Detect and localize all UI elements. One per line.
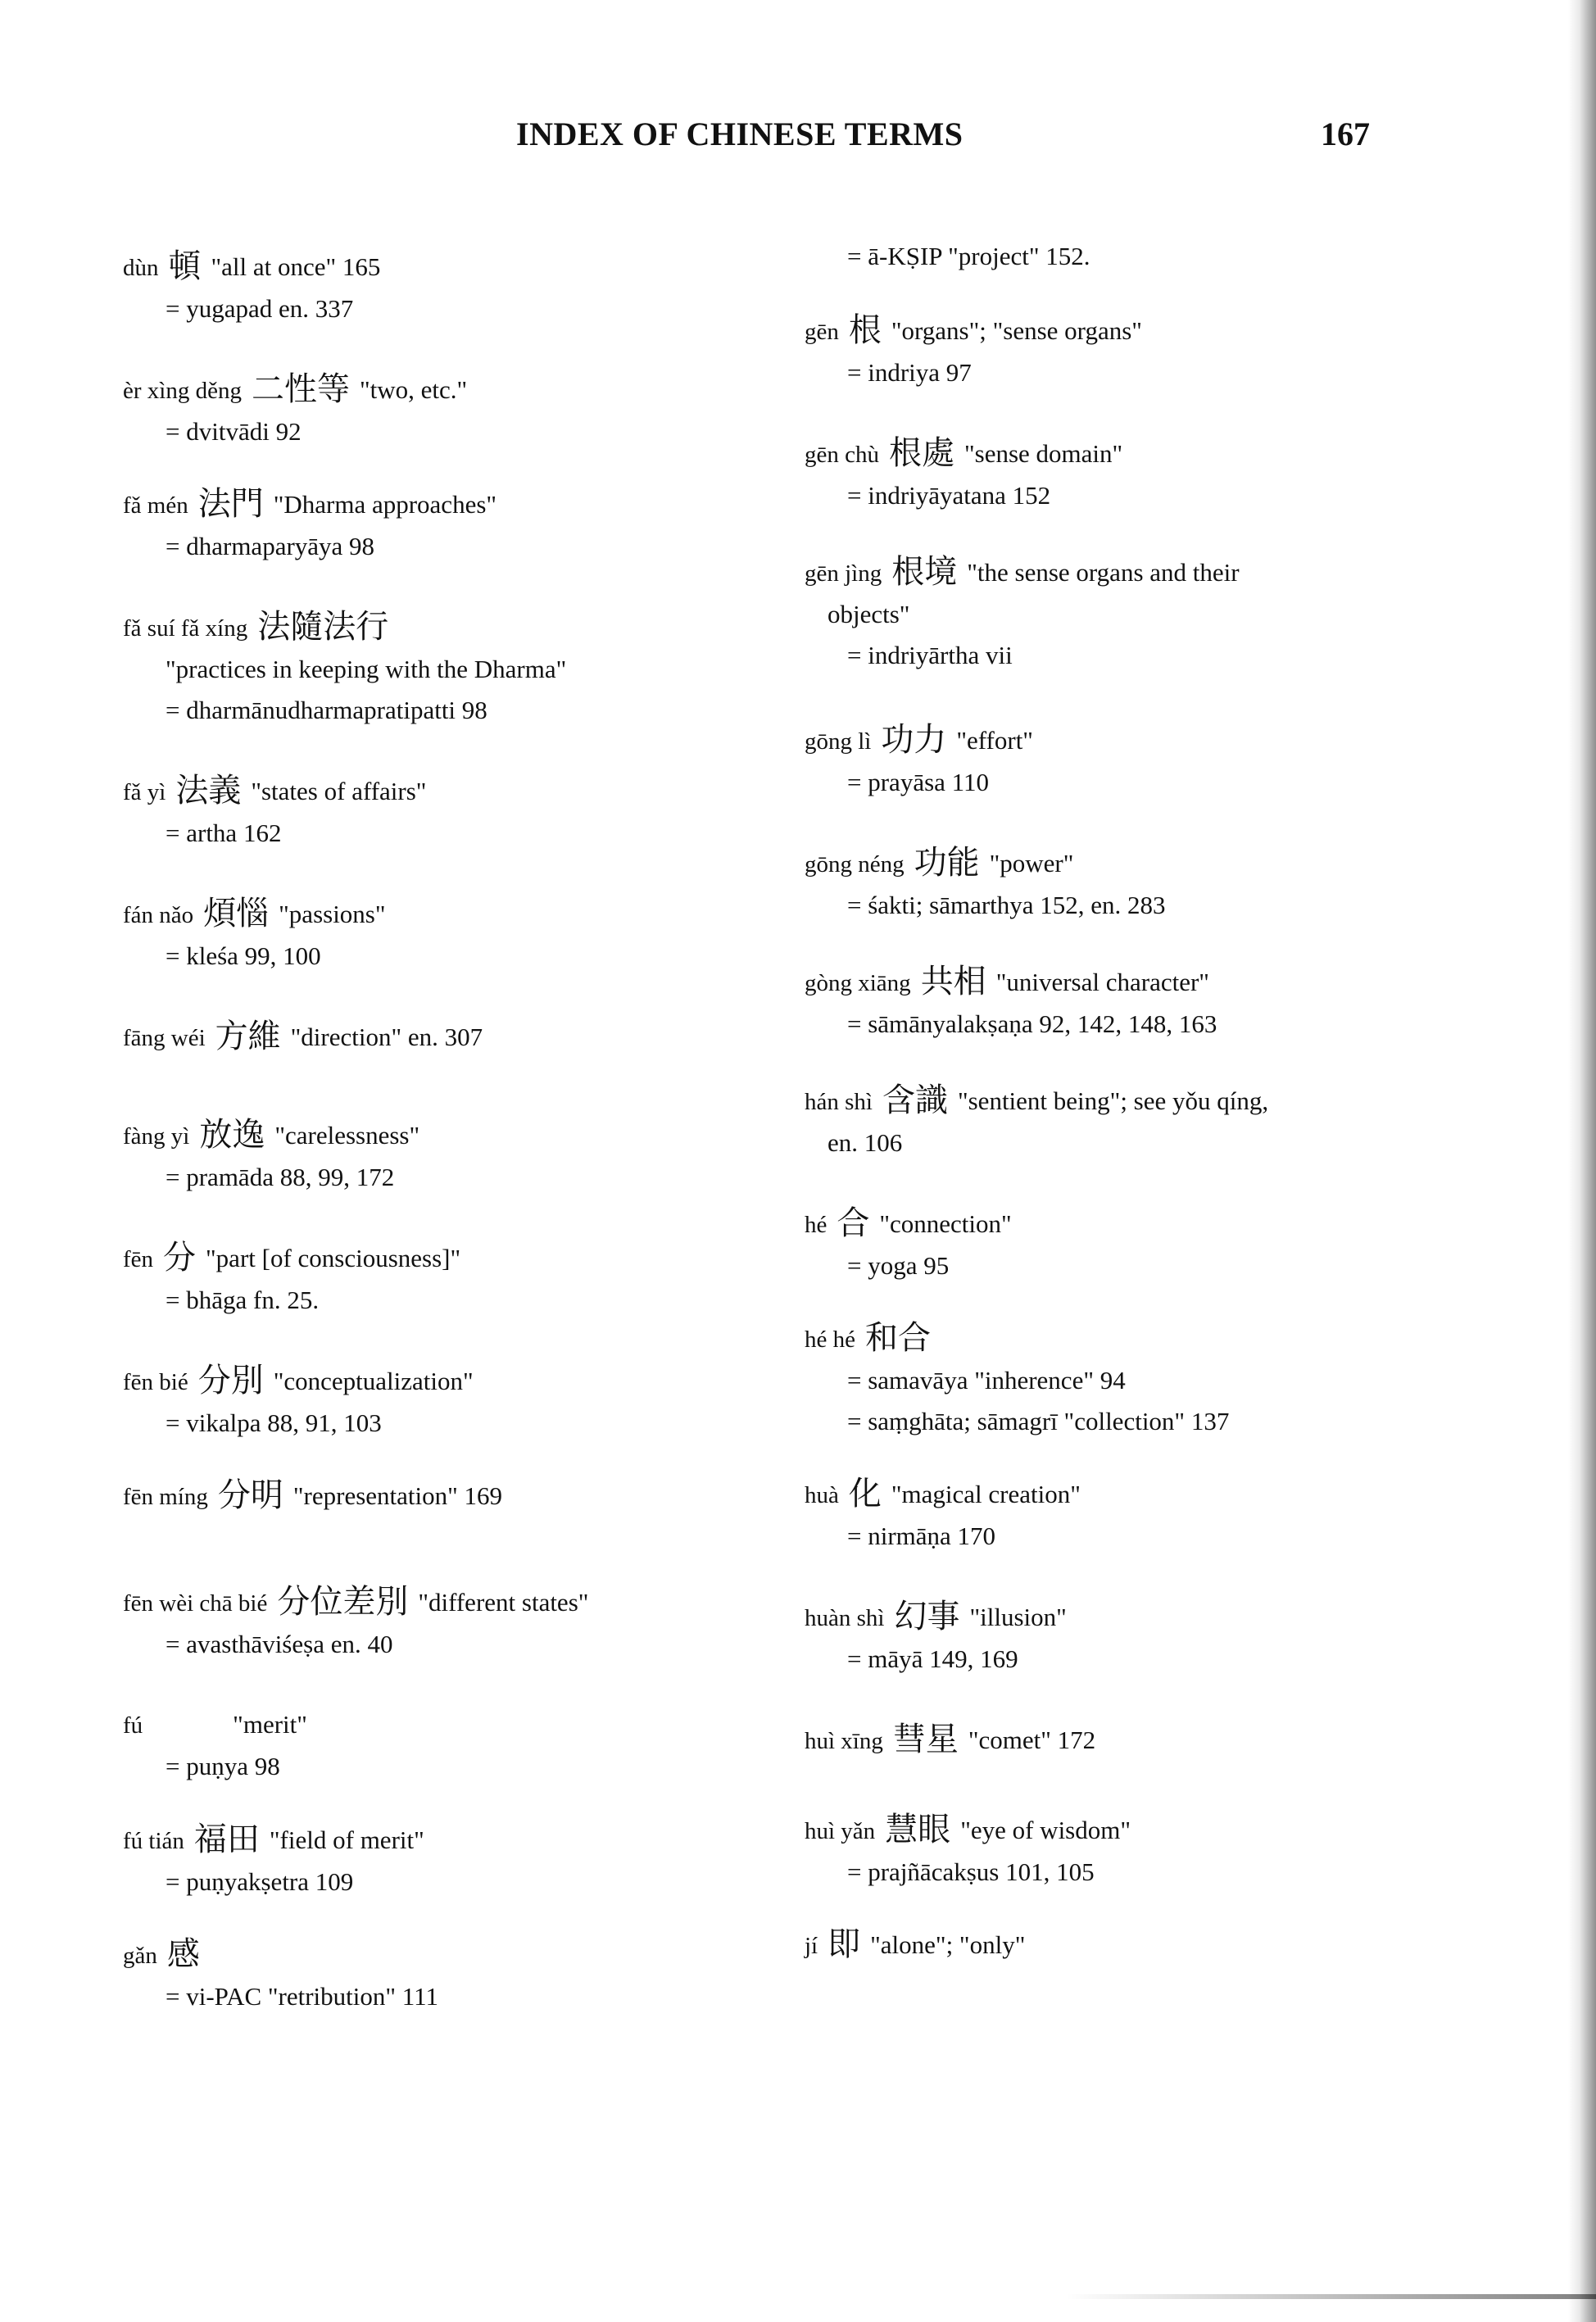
equivalent-line: = yoga 95: [847, 1251, 950, 1280]
romanized-term: dùn: [123, 255, 159, 281]
equivalent-line: = dvitvādi 92: [165, 417, 302, 446]
romanized-term: fú: [123, 1712, 143, 1739]
entry-headline: [805, 551, 1427, 594]
english-gloss: "power": [989, 849, 1074, 878]
chinese-characters: 感: [166, 1935, 200, 1973]
romanized-term: huì xīng: [805, 1728, 883, 1754]
index-entry: [123, 770, 795, 854]
english-gloss: "part [of consciousness]": [206, 1244, 461, 1272]
romanized-term: fēn míng: [123, 1484, 208, 1510]
entry-headline: [805, 1596, 1427, 1639]
chinese-characters: 分別: [197, 1362, 264, 1399]
chinese-characters: 和合: [865, 1319, 931, 1357]
english-gloss: "comet" 172: [968, 1726, 1096, 1754]
chinese-characters: 根: [848, 311, 882, 349]
romanized-term: fēn: [123, 1246, 154, 1272]
chinese-characters: 慧眼: [885, 1811, 951, 1848]
entry-headline: [805, 961, 1427, 1004]
index-entry: [123, 369, 795, 452]
chinese-characters: 分位差別: [277, 1583, 409, 1621]
chinese-characters: 功力: [881, 721, 947, 759]
equivalent-line: = samavāya "inherence" 94: [847, 1366, 1126, 1395]
index-entry: [805, 433, 1427, 516]
romanized-term: gǎn: [123, 1943, 157, 1969]
romanized-term: hé hé: [805, 1327, 855, 1353]
romanized-term: huà: [805, 1482, 839, 1508]
page-title: INDEX OF CHINESE TERMS: [516, 116, 963, 152]
equivalent-line: = bhāga fn. 25.: [165, 1286, 320, 1314]
equivalent-line: = saṃghāta; sāmagrī "collection" 137: [847, 1407, 1230, 1435]
english-gloss: "connection": [879, 1209, 1012, 1238]
english-gloss: "direction" en. 307: [290, 1023, 483, 1051]
index-entry: [123, 606, 795, 731]
english-gloss: "illusion": [969, 1603, 1067, 1631]
index-entry: [805, 1473, 1427, 1557]
english-gloss: "carelessness": [274, 1121, 420, 1150]
romanized-term: fàng yì: [123, 1123, 190, 1150]
english-gloss: "sentient being"; see yǒu qíng,: [957, 1086, 1269, 1115]
english-gloss: "eye of wisdom": [960, 1816, 1131, 1844]
romanized-term: gēn chù: [805, 442, 879, 468]
entry-headline: [805, 1719, 1427, 1762]
entry-headline: [123, 1360, 795, 1403]
equivalent-line: = indriyārtha vii: [847, 641, 1013, 669]
english-gloss: "merit": [233, 1710, 307, 1739]
chinese-characters: 放逸: [199, 1116, 265, 1154]
equivalent-line: = artha 162: [165, 819, 282, 847]
index-entry: [805, 719, 1427, 803]
romanized-term: gēn jìng: [805, 560, 882, 587]
entry-headline: [123, 1704, 795, 1746]
equivalent-line: = ā-KṢIP "project" 152.: [847, 242, 1090, 270]
romanized-term: fán nǎo: [123, 902, 194, 928]
entry-headline: [805, 719, 1427, 762]
romanized-term: gōng lì: [805, 728, 872, 755]
chinese-characters: 彗星: [892, 1721, 959, 1758]
chinese-characters: 根處: [889, 434, 954, 472]
index-entry: [805, 1596, 1427, 1680]
index-entry: [123, 483, 795, 567]
gloss-continuation: en. 106: [827, 1128, 903, 1157]
equivalent-line: = avasthāviśeṣa en. 40: [165, 1630, 393, 1658]
english-gloss: "passions": [279, 900, 386, 928]
chinese-characters: 化: [848, 1475, 882, 1512]
index-entry: [123, 1360, 795, 1444]
scan-bottom-shadow: [1065, 2294, 1596, 2299]
romanized-term: èr xìng děng: [123, 378, 242, 404]
english-gloss: "the sense organs and their: [967, 558, 1240, 587]
equivalent-line: = pramāda 88, 99, 172: [165, 1163, 395, 1191]
index-entry: [805, 1080, 1427, 1163]
page-number: 167: [1321, 116, 1370, 152]
equivalent-line: = indriya 97: [847, 358, 972, 387]
index-entry: [123, 1114, 795, 1198]
entry-headline: [805, 1924, 1427, 1966]
romanized-term: fāng wéi: [123, 1025, 206, 1051]
chinese-characters: 含識: [882, 1082, 948, 1119]
index-entry: [805, 310, 1427, 393]
entry-headline: [123, 1475, 795, 1517]
chinese-characters: 方維: [215, 1018, 281, 1055]
entry-headline: [123, 246, 795, 288]
romanized-term: fēn bié: [123, 1369, 188, 1395]
english-gloss: "alone"; "only": [870, 1930, 1026, 1959]
entry-headline: [123, 1934, 795, 1976]
english-gloss: "universal character": [995, 968, 1209, 996]
entry-headline: [805, 1203, 1427, 1245]
entry-headline: [123, 483, 795, 526]
index-entry: [805, 842, 1427, 926]
romanized-term: fēn wèi chā bié: [123, 1590, 268, 1617]
chinese-characters: 福田: [193, 1821, 260, 1858]
chinese-characters: 共相: [920, 963, 986, 1000]
romanized-term: fú tián: [123, 1828, 184, 1854]
romanized-term: gōng néng: [805, 851, 905, 878]
equivalent-line: = kleśa 99, 100: [165, 941, 321, 970]
equivalent-line: = śakti; sāmarthya 152, en. 283: [847, 891, 1166, 919]
english-gloss: "organs"; "sense organs": [891, 316, 1142, 345]
chinese-characters: 分: [163, 1239, 197, 1277]
english-gloss: "magical creation": [891, 1480, 1081, 1508]
index-entry: [805, 1924, 1427, 1966]
romanized-term: fǎ suí fǎ xíng: [123, 615, 248, 642]
chinese-characters: 功能: [914, 844, 980, 882]
entry-headline: [805, 1473, 1427, 1516]
entry-headline: [123, 770, 795, 813]
entry-headline: [805, 1317, 1427, 1360]
chinese-characters: 即: [827, 1925, 861, 1963]
equivalent-line: = dharmaparyāya 98: [165, 532, 375, 560]
english-gloss: "field of merit": [269, 1825, 424, 1854]
romanized-term: fǎ mén: [123, 492, 188, 519]
entry-headline: [123, 893, 795, 936]
equivalent-line: = yugapad en. 337: [165, 294, 354, 323]
romanized-term: fǎ yì: [123, 779, 166, 805]
chinese-characters: 法門: [197, 485, 264, 523]
english-gloss: "conceptualization": [273, 1367, 474, 1395]
english-gloss: "Dharma approaches": [273, 490, 497, 519]
equivalent-line: "practices in keeping with the Dharma": [165, 655, 567, 683]
equivalent-line: = nirmāṇa 170: [847, 1522, 996, 1550]
index-entry: [123, 1475, 795, 1517]
romanized-term: hé: [805, 1212, 827, 1238]
entry-headline: [123, 1114, 795, 1157]
gloss-continuation: objects": [827, 600, 910, 628]
entry-headline: [805, 842, 1427, 885]
index-entry: [123, 1237, 795, 1321]
english-gloss: "representation" 169: [292, 1481, 503, 1510]
english-gloss: "states of affairs": [251, 777, 427, 805]
equivalent-line: = dharmānudharmapratipatti 98: [165, 696, 487, 724]
entry-headline: [805, 433, 1427, 475]
index-entry: [123, 1704, 795, 1787]
romanized-term: jí: [805, 1933, 818, 1959]
romanized-term: gòng xiāng: [805, 970, 911, 996]
entry-headline: [123, 369, 795, 411]
chinese-characters: 根境: [891, 553, 958, 591]
chinese-characters: 頓: [168, 247, 202, 285]
equivalent-line: = vi-PAC "retribution" 111: [165, 1982, 438, 2011]
romanized-term: hán shì: [805, 1089, 873, 1115]
index-entry: [123, 1581, 795, 1665]
chinese-characters: 煩惱: [203, 895, 270, 932]
chinese-characters: 分明: [217, 1476, 283, 1514]
entry-headline: [123, 1819, 795, 1862]
index-entry: [123, 893, 795, 977]
entry-headline: [123, 606, 795, 649]
index-entry: [123, 1016, 795, 1059]
index-entry: [123, 246, 795, 329]
entry-headline: [805, 1080, 1427, 1122]
equivalent-line: = puṇya 98: [165, 1752, 280, 1780]
english-gloss: "sense domain": [964, 439, 1123, 468]
english-gloss: "two, etc.": [359, 375, 468, 404]
chinese-characters: 二性等: [251, 370, 350, 408]
english-gloss: "different states": [418, 1588, 589, 1617]
equivalent-line: = indriyāyatana 152: [847, 481, 1051, 510]
equivalent-line: = māyā 149, 169: [847, 1644, 1018, 1673]
romanized-term: gēn: [805, 319, 839, 345]
entry-headline: [123, 1581, 795, 1624]
english-gloss: "all at once" 165: [211, 252, 381, 281]
entry-headline: [123, 1016, 795, 1059]
index-entry: [805, 961, 1427, 1045]
index-entry: [805, 1203, 1427, 1286]
equivalent-line: = sāmānyalakṣaṇa 92, 142, 148, 163: [847, 1009, 1217, 1038]
index-entry: [805, 1719, 1427, 1762]
page-header: [0, 115, 1596, 164]
index-entry: [805, 551, 1427, 676]
chinese-characters: 幻事: [894, 1598, 960, 1635]
chinese-characters: 法隨法行: [257, 608, 389, 646]
romanized-term: huì yǎn: [805, 1818, 876, 1844]
chinese-characters: 合: [837, 1204, 870, 1242]
scan-edge-shadow: [1568, 0, 1596, 2322]
index-entry: [805, 236, 1427, 277]
english-gloss: "effort": [956, 726, 1033, 755]
romanized-term: huàn shì: [805, 1605, 885, 1631]
equivalent-line: = vikalpa 88, 91, 103: [165, 1408, 382, 1437]
entry-headline: [805, 1809, 1427, 1852]
equivalent-line: = prajñācakṣus 101, 105: [847, 1857, 1095, 1886]
chinese-characters: 法義: [175, 772, 242, 810]
entry-headline: [805, 310, 1427, 352]
index-entry: [805, 1809, 1427, 1893]
equivalent-line: = prayāsa 110: [847, 768, 989, 796]
index-entry: [805, 1317, 1427, 1442]
index-entry: [123, 1934, 795, 2017]
entry-headline: [123, 1237, 795, 1280]
index-entry: [123, 1819, 795, 1902]
equivalent-line: = puṇyakṣetra 109: [165, 1867, 354, 1896]
